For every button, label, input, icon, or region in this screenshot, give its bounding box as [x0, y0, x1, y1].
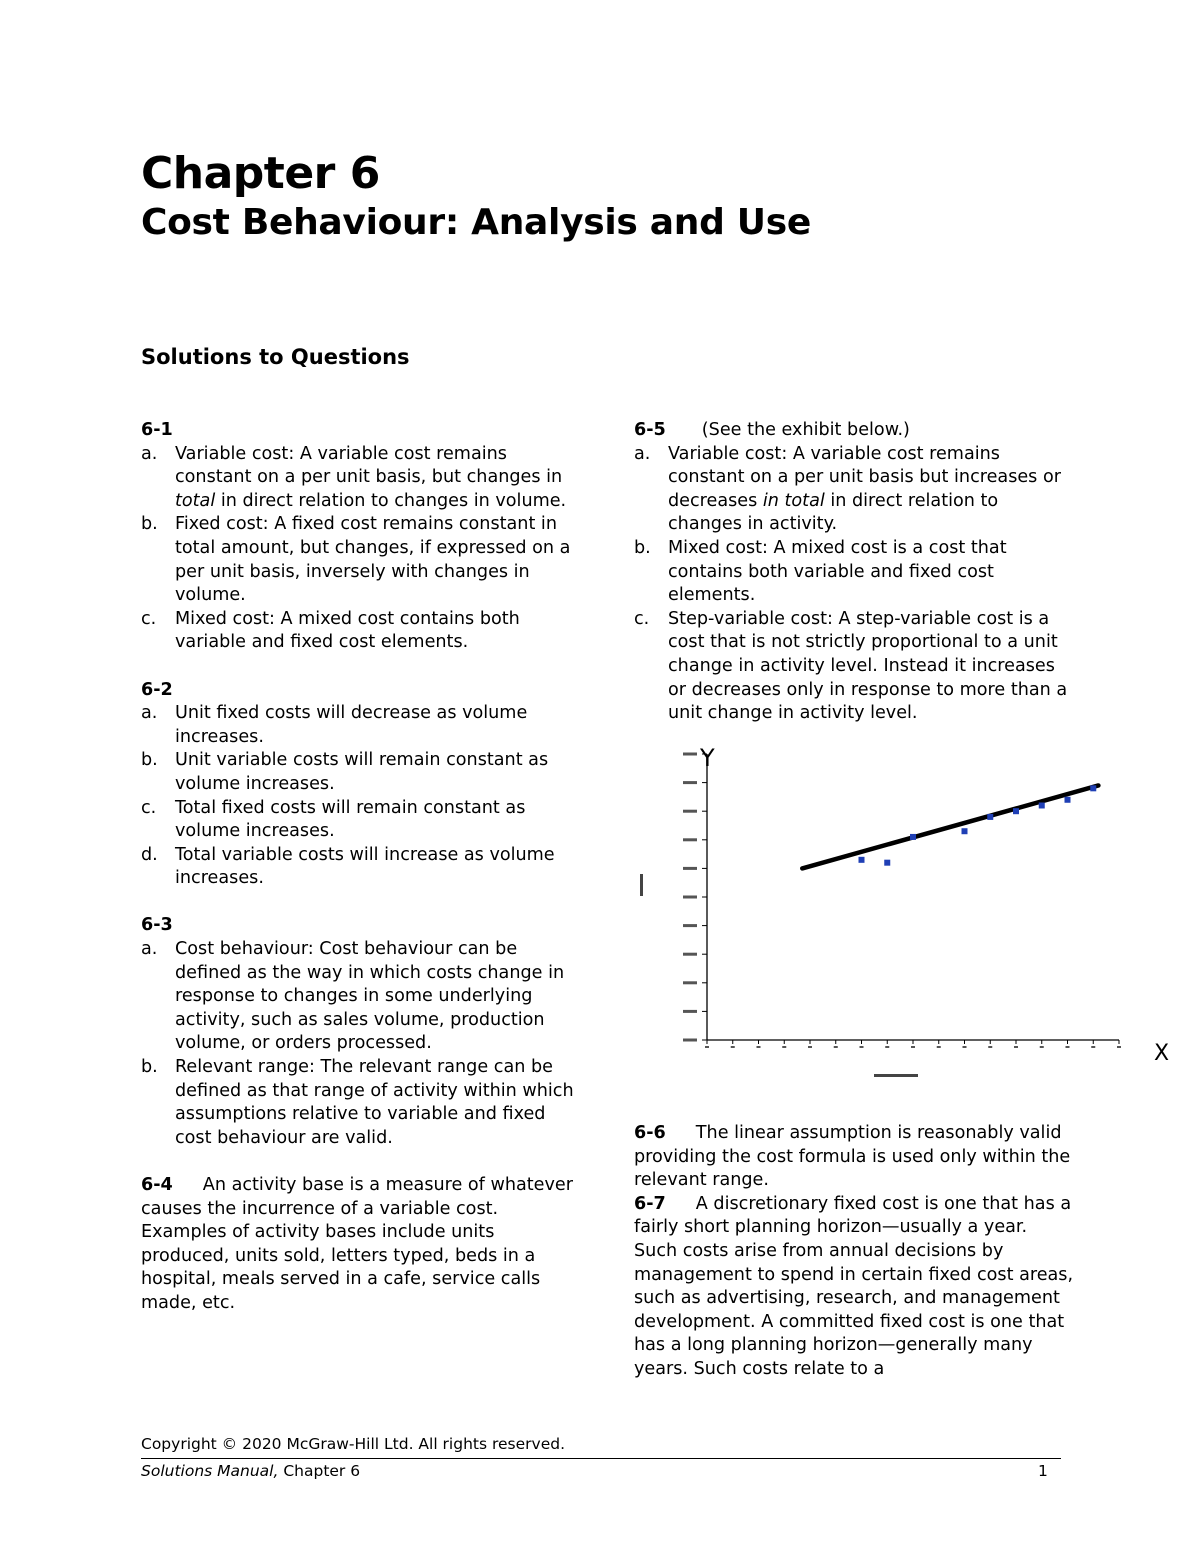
left-column	[141, 419, 581, 1316]
trend-line	[802, 785, 1098, 868]
y-axis-title-scribble	[640, 874, 643, 896]
copyright-notice: Copyright © 2020 McGraw-Hill Ltd. All rights reserved.	[141, 1435, 566, 1453]
data-point	[910, 834, 916, 840]
list-item	[141, 513, 581, 607]
question-6-7	[634, 1193, 1074, 1382]
list-item	[141, 844, 581, 891]
list-item	[141, 702, 581, 749]
item-label: d.	[141, 844, 158, 865]
x-axis-title-scribble	[874, 1074, 918, 1077]
item-label: b.	[634, 537, 651, 558]
emphasis: in total	[762, 490, 825, 511]
section-heading: Solutions to Questions	[141, 345, 410, 369]
x-tick-label	[1040, 1046, 1044, 1048]
item-text: Relevant range: The relevant range can be defined as that range of activity within which assumptions relative to variable and fixed cost behaviour are valid.	[175, 1057, 574, 1148]
answer-text: An activity base is a measure of whatever causes the incurrence of a variable cost. Examples of activity bases include units produced, units sold, letters typed, beds in a hospital, meals served in a cafe, service calls made, etc.	[141, 1175, 573, 1313]
data-point	[962, 828, 968, 834]
item-label: c.	[141, 608, 157, 629]
x-tick-label	[860, 1046, 864, 1048]
item-label: c.	[634, 608, 650, 629]
y-tick-label	[683, 924, 697, 927]
data-point	[1039, 802, 1045, 808]
y-axis-letter: Y	[700, 744, 715, 772]
list-item	[141, 797, 581, 844]
x-tick-label	[782, 1046, 786, 1048]
right-column-lower	[634, 1122, 1074, 1382]
question-number: 6-6	[634, 1123, 666, 1143]
y-ticks	[683, 753, 707, 1042]
page-number: 1	[1038, 1462, 1048, 1480]
question-number: 6-2	[141, 679, 173, 700]
item-label: a.	[141, 443, 158, 464]
item-text: Cost behaviour: Cost behaviour can be defined as the way in which costs change in response to changes in some underlying activity, such as sales volume, production volume, or orders processed.	[175, 939, 565, 1054]
list-item	[141, 938, 581, 1056]
x-tick-label	[1117, 1046, 1121, 1048]
question-6-6	[634, 1122, 1074, 1193]
question-number: 6-5	[634, 420, 666, 440]
footer-manual-label: Solutions Manual, Chapter 6	[141, 1462, 361, 1480]
item-text: Mixed cost: A mixed cost contains both variable and fixed cost elements.	[175, 608, 520, 653]
y-tick-label	[683, 867, 697, 870]
question-6-3	[141, 914, 581, 1150]
chapter-title: Chapter 6	[141, 148, 380, 199]
list-item	[141, 608, 581, 655]
x-tick-label	[1014, 1046, 1018, 1048]
y-tick-label	[683, 981, 697, 984]
x-tick-label	[705, 1046, 709, 1048]
scatter-chart	[634, 742, 1200, 1087]
question-note: (See the exhibit below.)	[701, 420, 910, 440]
list-item	[634, 608, 1074, 726]
item-label: b.	[141, 1057, 158, 1078]
item-text: Variable cost: A variable cost remains constant on a per unit basis but increases or decreases in total in direct relation to changes in activity.	[668, 443, 1061, 535]
list-item	[634, 443, 1074, 537]
y-tick-label	[683, 1010, 697, 1013]
answer-text: A discretionary fixed cost is one that has a fairly short planning horizon—usually a year. Such costs arise from annual decisions by management to spend in certain fixed cost areas, such as advertising, research, and management development. A committed fixed cost is one that has a long planning horizon—generally many years. Such costs relate to a	[634, 1193, 1074, 1379]
x-axis-letter: X	[1154, 1041, 1170, 1066]
x-tick-label	[911, 1046, 915, 1048]
item-text: Variable cost: A variable cost remains constant on a per unit basis, but changes in total in direct relation to changes in volume.	[175, 443, 567, 511]
y-tick-label	[683, 896, 697, 899]
question-number: 6-4	[141, 1175, 173, 1195]
chapter-subtitle: Cost Behaviour: Analysis and Use	[141, 202, 811, 243]
item-label: a.	[141, 703, 158, 724]
data-point	[859, 857, 865, 863]
list-item	[141, 1056, 581, 1150]
list-item	[141, 443, 581, 514]
item-label: b.	[141, 750, 158, 771]
y-tick-label	[683, 953, 697, 956]
item-text: Fixed cost: A fixed cost remains constant in total amount, but changes, if expressed on a per unit basis, inversely with changes in volume.	[175, 514, 571, 606]
data-point	[1090, 785, 1096, 791]
item-label: a.	[141, 939, 158, 960]
list-item	[634, 537, 1074, 608]
data-point	[1065, 797, 1071, 803]
item-text: Total variable costs will increase as volume increases.	[175, 844, 555, 889]
question-6-1	[141, 419, 581, 655]
right-column	[634, 419, 1074, 749]
x-tick-label	[757, 1046, 761, 1048]
question-number: 6-3	[141, 915, 173, 936]
y-tick-label	[683, 838, 697, 841]
question-number: 6-1	[141, 420, 173, 440]
data-point	[884, 860, 890, 866]
item-text: Total fixed costs will remain constant as volume increases.	[175, 797, 526, 842]
question-6-2	[141, 679, 581, 891]
question-number: 6-7	[634, 1193, 666, 1214]
x-tick-label	[834, 1046, 838, 1048]
y-tick-label	[683, 781, 697, 784]
data-point	[1013, 808, 1019, 814]
x-tick-label	[988, 1046, 992, 1048]
x-tick-label	[731, 1046, 735, 1048]
x-tick-label	[963, 1046, 967, 1048]
question-6-4	[141, 1174, 581, 1316]
x-tick-label	[1091, 1046, 1095, 1048]
footer-divider	[141, 1458, 1061, 1459]
item-text: Mixed cost: A mixed cost is a cost that contains both variable and fixed cost elements.	[668, 537, 1007, 606]
x-tick-label	[937, 1046, 941, 1048]
item-label: b.	[141, 514, 158, 535]
y-tick-label	[683, 1039, 697, 1042]
x-tick-label	[885, 1046, 889, 1048]
item-text: Unit fixed costs will decrease as volume increases.	[175, 703, 528, 747]
item-text: Step-variable cost: A step-variable cost is a cost that is not strictly proportional to a unit change in activity level. Instead it increases or decreases only in response to more than a unit change in activity level.	[668, 608, 1068, 724]
emphasis: total	[175, 490, 216, 511]
x-tick-label	[1066, 1046, 1070, 1048]
item-label: c.	[141, 797, 157, 818]
y-tick-label	[683, 810, 697, 813]
data-point	[987, 814, 993, 820]
list-item	[141, 749, 581, 796]
x-tick-label	[808, 1046, 812, 1048]
y-tick-label	[683, 753, 697, 756]
scatter-chart-svg	[634, 742, 1200, 1087]
question-header	[634, 419, 1074, 443]
answer-text: The linear assumption is reasonably valid providing the cost formula is used only within the relevant range.	[634, 1123, 1071, 1191]
question-6-5	[634, 419, 1074, 726]
item-text: Unit variable costs will remain constant as volume increases.	[175, 750, 549, 794]
item-label: a.	[634, 443, 651, 464]
x-ticks	[705, 1040, 1121, 1048]
